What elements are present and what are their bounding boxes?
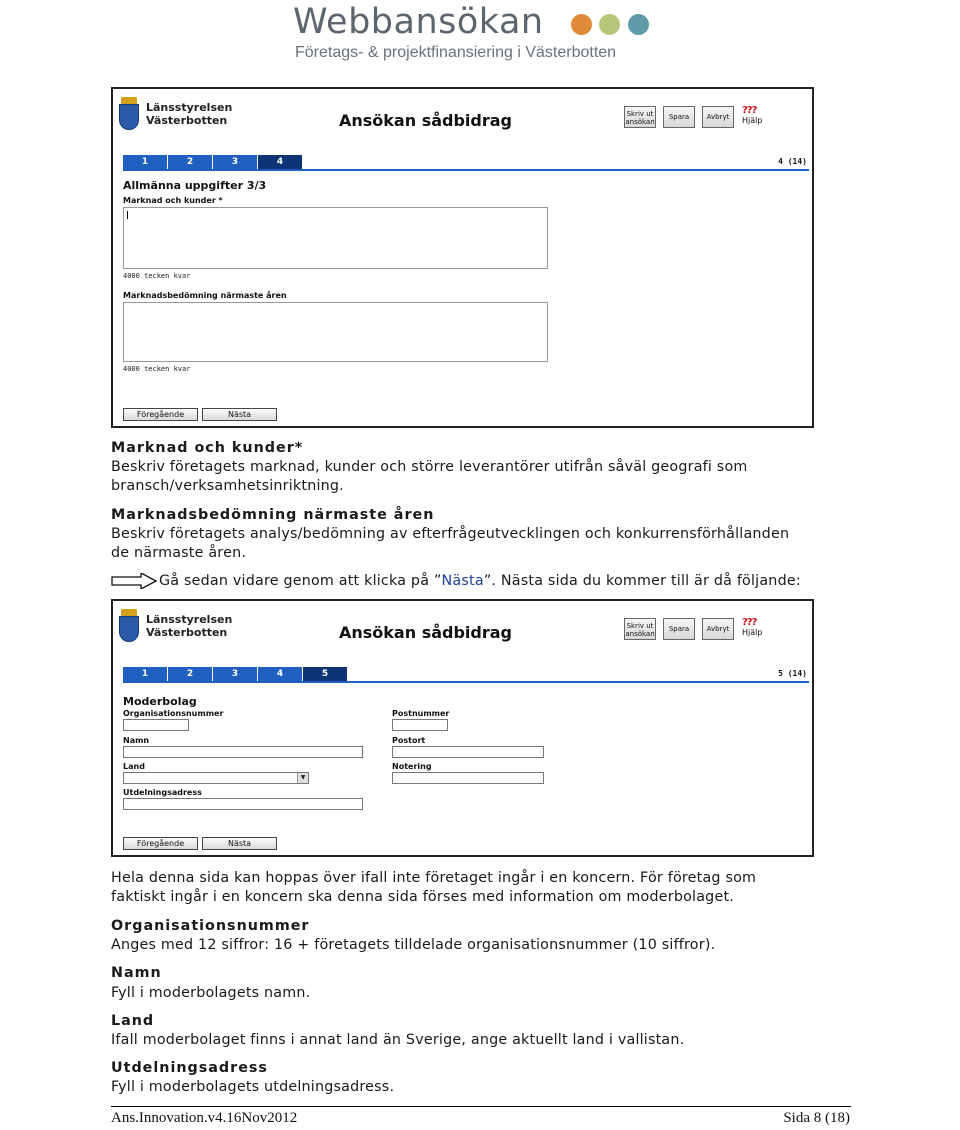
land-select[interactable] xyxy=(123,772,309,784)
step-1[interactable]: 1 xyxy=(123,667,167,681)
help-label: Hjälp xyxy=(742,116,763,125)
organisationsnummer-input[interactable] xyxy=(123,719,189,731)
brand-header xyxy=(293,2,673,66)
crest-icon xyxy=(118,97,140,131)
footer-divider xyxy=(111,1106,851,1107)
cancel-button[interactable]: Avbryt xyxy=(702,618,734,640)
label-postnummer: Postnummer xyxy=(392,709,450,718)
save-button[interactable]: Spara xyxy=(663,618,695,640)
arrow-right-icon xyxy=(111,573,157,589)
form-screenshot-page-5 xyxy=(111,599,814,857)
paragraph-line: Beskriv företagets marknad, kunder och större leverantörer utifrån såväl geografi som xyxy=(111,459,748,475)
paragraph-line: faktiskt ingår i en koncern ska denna sida förses med information om moderbolaget. xyxy=(111,889,735,905)
label-land: Land xyxy=(123,762,145,771)
step-3[interactable]: 3 xyxy=(213,155,257,169)
step-bar xyxy=(123,155,809,171)
namn-input[interactable] xyxy=(123,746,363,758)
field-label-marknad: Marknad och kunder * xyxy=(123,196,223,205)
postort-input[interactable] xyxy=(392,746,544,758)
next-button[interactable]: Nästa xyxy=(202,837,277,850)
step-4[interactable]: 4 xyxy=(258,667,302,681)
step-2[interactable]: 2 xyxy=(168,667,212,681)
print-button[interactable]: Skriv ut ansökan xyxy=(624,618,656,640)
field-label-marknadsbedomning: Marknadsbedömning närmaste åren xyxy=(123,291,287,300)
step-bar-line xyxy=(123,681,809,683)
previous-button[interactable]: Föregående xyxy=(123,408,198,421)
postnummer-input[interactable] xyxy=(392,719,448,731)
label-namn: Namn xyxy=(123,736,150,745)
org-logo xyxy=(118,609,233,649)
paragraph-line: Ifall moderbolaget finns i annat land än Sverige, ange aktuellt land i vallistan. xyxy=(111,1032,685,1048)
section-title: Allmänna uppgifter 3/3 xyxy=(123,179,267,192)
utdelningsadress-input[interactable] xyxy=(123,798,363,810)
brand-dot-orange xyxy=(571,14,592,35)
form-title: Ansökan sådbidrag xyxy=(339,111,512,130)
page-count: 5 (14) xyxy=(778,669,807,678)
brand-title: Webbansökan xyxy=(293,2,544,42)
previous-button[interactable]: Föregående xyxy=(123,837,198,850)
heading-namn: Namn xyxy=(111,965,162,981)
footer-page-number: Sida 8 (18) xyxy=(783,1110,850,1126)
brand-dot-teal xyxy=(628,14,649,35)
help-label: Hjälp xyxy=(742,628,763,637)
step-3[interactable]: 3 xyxy=(213,667,257,681)
org-name: Länsstyrelsen Västerbotten xyxy=(146,101,233,127)
heading-organisationsnummer: Organisationsnummer xyxy=(111,918,310,934)
paragraph-line: Hela denna sida kan hoppas över ifall inte företaget ingår i en koncern. För företag som xyxy=(111,870,757,886)
paragraph-line: de närmaste åren. xyxy=(111,545,247,561)
help-icon: ??? xyxy=(742,105,757,116)
step-4[interactable]: 4 xyxy=(258,155,302,169)
step-2[interactable]: 2 xyxy=(168,155,212,169)
org-name: Länsstyrelsen Västerbotten xyxy=(146,613,233,639)
org-logo xyxy=(118,97,233,137)
paragraph-line: Fyll i moderbolagets namn. xyxy=(111,985,311,1001)
help-icon: ??? xyxy=(742,617,757,628)
instruction-text: Gå sedan vidare genom att klicka på ”Nästa”. Nästa sida du kommer till är då följande: xyxy=(159,573,801,589)
cancel-button[interactable]: Avbryt xyxy=(702,106,734,128)
step-bar-line xyxy=(123,169,809,171)
notering-input[interactable] xyxy=(392,772,544,784)
label-utdelningsadress: Utdelningsadress xyxy=(123,788,202,797)
char-counter: 4000 tecken kvar xyxy=(123,272,191,280)
heading-land: Land xyxy=(111,1013,155,1029)
step-1[interactable]: 1 xyxy=(123,155,167,169)
marknad-textarea[interactable] xyxy=(123,207,548,269)
brand-dot-green xyxy=(599,14,620,35)
brand-subtitle: Företags- & projektfinansiering i Västerbotten xyxy=(295,44,617,61)
chevron-down-icon: ▼ xyxy=(297,773,308,783)
nav-buttons xyxy=(123,408,293,422)
form-screenshot-page-4 xyxy=(111,87,814,428)
char-counter: 4000 tecken kvar xyxy=(123,365,191,373)
footer-document-id: Ans.Innovation.v4.16Nov2012 xyxy=(111,1110,298,1126)
next-link-text: Nästa xyxy=(441,573,484,589)
label-notering: Notering xyxy=(392,762,432,771)
label-postort: Postort xyxy=(392,736,426,745)
crest-icon xyxy=(118,609,140,643)
help-button[interactable] xyxy=(742,106,772,130)
paragraph-line: bransch/verksamhetsinriktning. xyxy=(111,478,344,494)
form-title: Ansökan sådbidrag xyxy=(339,623,512,642)
marknadsbedomning-textarea[interactable] xyxy=(123,302,548,362)
paragraph-line: Anges med 12 siffror: 16 + företagets tilldelade organisationsnummer (10 siffror). xyxy=(111,937,716,953)
section-title: Moderbolag xyxy=(123,695,197,708)
heading-marknad: Marknad och kunder* xyxy=(111,440,304,456)
step-5[interactable]: 5 xyxy=(303,667,347,681)
page-count: 4 (14) xyxy=(778,157,807,166)
paragraph-line: Fyll i moderbolagets utdelningsadress. xyxy=(111,1079,395,1095)
next-button[interactable]: Nästa xyxy=(202,408,277,421)
step-bar xyxy=(123,667,809,683)
label-organisationsnummer: Organisationsnummer xyxy=(123,709,224,718)
heading-marknadsbedomning: Marknadsbedömning närmaste åren xyxy=(111,507,435,523)
heading-utdelningsadress: Utdelningsadress xyxy=(111,1060,268,1076)
save-button[interactable]: Spara xyxy=(663,106,695,128)
nav-buttons xyxy=(123,837,293,851)
print-button[interactable]: Skriv ut ansökan xyxy=(624,106,656,128)
paragraph-line: Beskriv företagets analys/bedömning av efterfrågeutvecklingen och konkurrensförhållanden xyxy=(111,526,790,542)
help-button[interactable] xyxy=(742,618,772,642)
